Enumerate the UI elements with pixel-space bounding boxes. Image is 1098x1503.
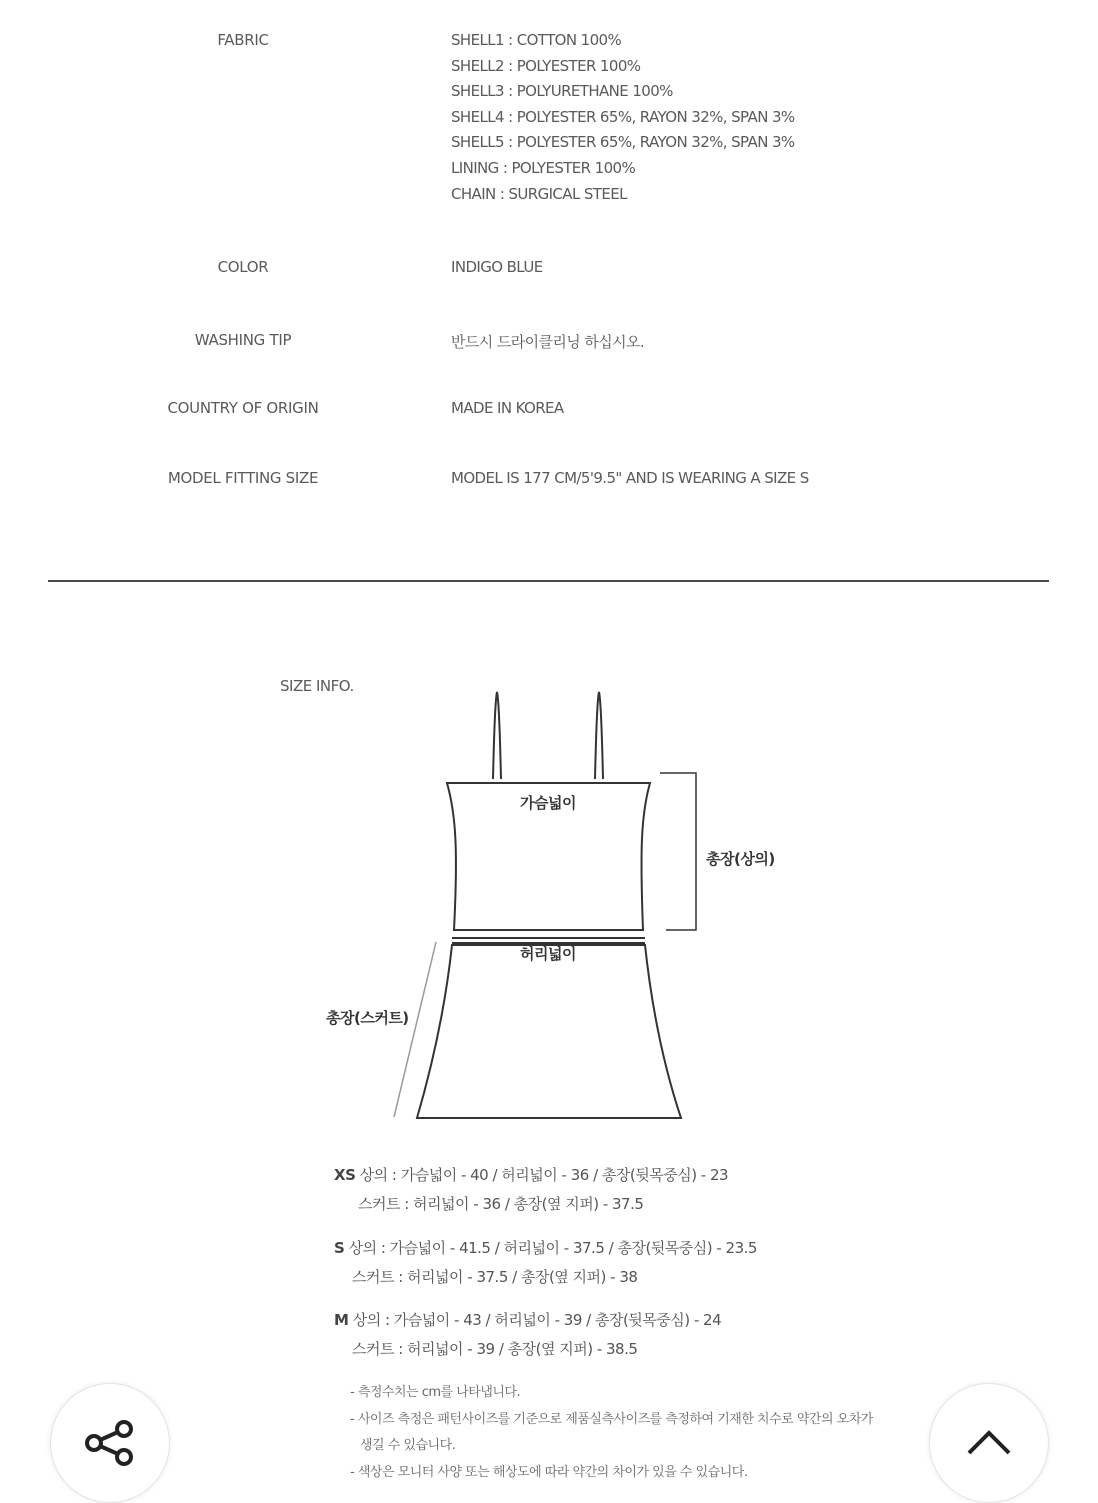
model-fitting-size-label: MODEL FITTING SIZE [167, 469, 319, 487]
fabric-line: SHELL2 : POLYESTER 100% [451, 56, 641, 75]
note-line: - 색상은 모니터 사양 또는 해상도에 따라 약간의 차이가 있을 수 있습니다. [350, 1465, 748, 1481]
note-line: - 측정수치는 cm를 나타냅니다. [350, 1385, 521, 1400]
size-info-title: SIZE INFO. [280, 677, 354, 695]
share-icon [80, 1413, 140, 1473]
color-label: COLOR [217, 258, 269, 276]
scroll-to-top-button[interactable] [929, 1383, 1049, 1503]
size-xs-top: 상의 : 가슴넓이 - 40 / 허리넓이 - 36 / 총장(뒷목중심) - 23 [359, 1166, 729, 1184]
section-divider [48, 580, 1049, 582]
size-s-block [334, 1234, 757, 1292]
fabric-value [451, 28, 795, 207]
fabric-line: SHELL5 : POLYESTER 65%, RAYON 32%, SPAN 3% [451, 133, 795, 152]
diagram-label-waist: 허리넓이 [520, 945, 576, 963]
fabric-line: SHELL1 : COTTON 100% [451, 31, 622, 49]
washing-tip-value: 반드시 드라이클리닝 하십시오. [451, 333, 645, 351]
diagram-label-top-length: 총장(상의) [706, 850, 775, 868]
note-line: 생길 수 있습니다. [360, 1438, 456, 1454]
skirt-length-line [394, 942, 436, 1117]
strap-left [493, 692, 501, 779]
country-of-origin-label: COUNTRY OF ORIGIN [167, 399, 319, 417]
size-s-top: 상의 : 가슴넓이 - 41.5 / 허리넓이 - 37.5 / 총장(뒷목중심) - 23.5 [348, 1239, 757, 1257]
fabric-label: FABRIC [217, 31, 269, 49]
fabric-line: SHELL4 : POLYESTER 65%, RAYON 32%, SPAN 3% [451, 107, 795, 126]
size-xs-block [334, 1161, 728, 1219]
chevron-up-icon [964, 1423, 1014, 1463]
garment-diagram [300, 680, 800, 1130]
fabric-line: SHELL3 : POLYURETHANE 100% [451, 82, 673, 101]
strap-right [595, 692, 603, 779]
diagram-label-skirt-length: 총장(스커트) [326, 1009, 409, 1027]
size-notes [350, 1380, 873, 1487]
skirt-outline [417, 945, 681, 1118]
model-fitting-size-value: MODEL IS 177 CM/5'9.5" AND IS WEARING A SIZE S [451, 469, 809, 487]
fabric-line: LINING : POLYESTER 100% [451, 158, 636, 177]
washing-tip-label: WASHING TIP [194, 331, 292, 349]
size-s-label: S [334, 1239, 345, 1257]
diagram-label-chest: 가슴넓이 [520, 794, 576, 812]
country-of-origin-value: MADE IN KOREA [451, 399, 564, 417]
note-line: - 사이즈 측정은 패턴사이즈를 기준으로 제품실측사이즈를 측정하여 기재한 치수로 약간의 오차가 [350, 1411, 873, 1427]
size-s-skirt: 스커트 : 허리넓이 - 37.5 / 총장(옆 지퍼) - 38 [352, 1268, 638, 1286]
top-length-bracket [660, 773, 696, 930]
share-button[interactable] [50, 1383, 170, 1503]
fabric-line: CHAIN : SURGICAL STEEL [451, 184, 627, 203]
size-m-skirt: 스커트 : 허리넓이 - 39 / 총장(옆 지퍼) - 38.5 [352, 1340, 638, 1358]
color-value: INDIGO BLUE [451, 258, 543, 276]
size-xs-label: XS [334, 1166, 356, 1184]
size-m-label: M [334, 1311, 349, 1329]
size-m-top: 상의 : 가슴넓이 - 43 / 허리넓이 - 39 / 총장(뒷목중심) - 24 [352, 1311, 722, 1329]
size-xs-skirt: 스커트 : 허리넓이 - 36 / 총장(옆 지퍼) - 37.5 [358, 1195, 644, 1213]
size-m-block [334, 1306, 721, 1364]
